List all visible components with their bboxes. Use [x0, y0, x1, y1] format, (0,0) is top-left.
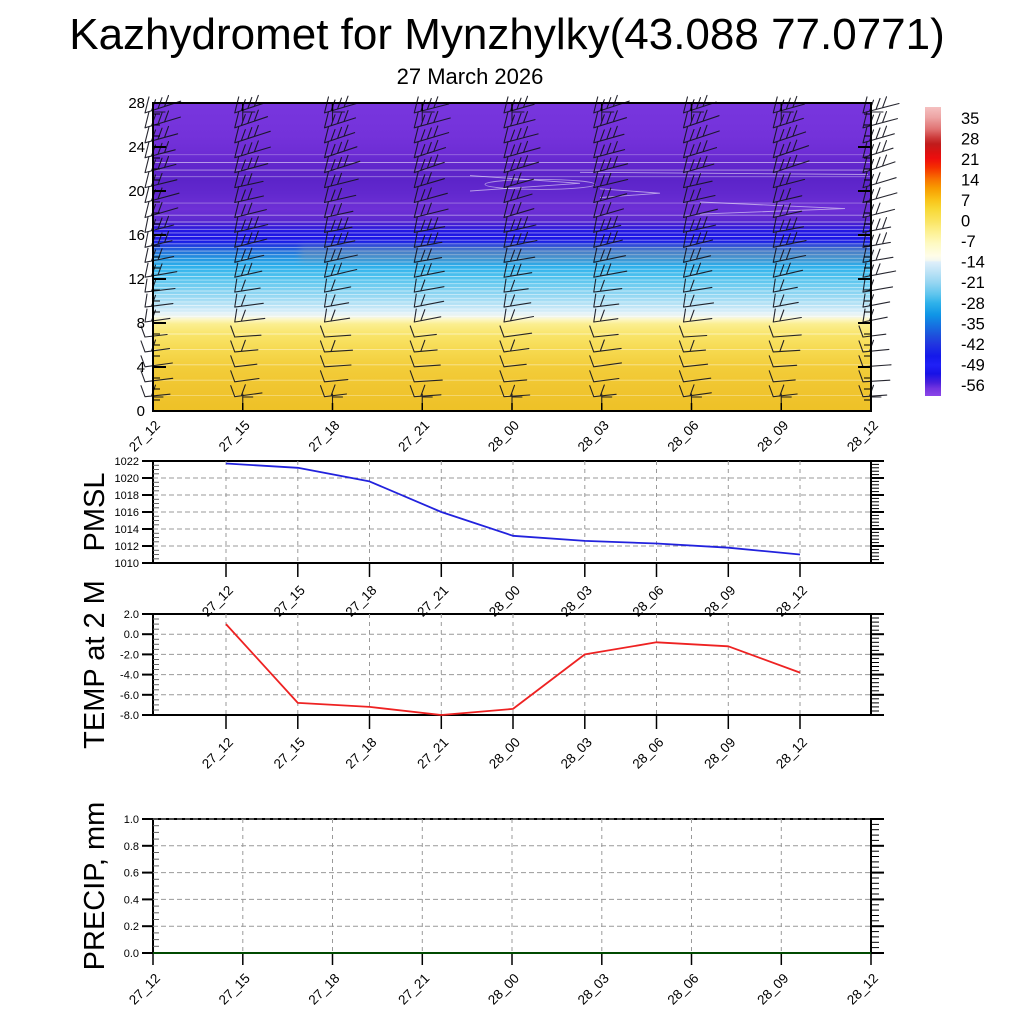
time-label: 27_15 — [270, 582, 308, 620]
time-label: 28_03 — [557, 734, 595, 772]
time-label: 28_06 — [664, 417, 702, 455]
colorbar-label: -14 — [961, 253, 985, 272]
pmsl-panel — [79, 456, 884, 620]
date-subtitle: 27 March 2026 — [396, 64, 544, 89]
time-label: 27_18 — [342, 582, 380, 620]
height-tick-label: 24 — [128, 139, 145, 156]
colorbar-label: -42 — [961, 335, 985, 354]
y-tick-label: -6.0 — [120, 689, 139, 702]
precip-panel — [79, 802, 884, 1008]
y-tick-label: 1014 — [114, 524, 139, 536]
time-label: 27_15 — [215, 417, 253, 455]
y-tick-label: -4.0 — [120, 669, 139, 682]
time-label: 28_09 — [701, 582, 739, 620]
time-label: 27_18 — [305, 970, 343, 1008]
y-tick-label: 0.0 — [123, 948, 139, 960]
time-label: 27_21 — [395, 970, 433, 1008]
time-label: 27_12 — [125, 970, 164, 1008]
height-tick-label: 20 — [128, 183, 145, 200]
time-label: 27_12 — [198, 734, 237, 772]
y-tick-label: -2.0 — [120, 649, 139, 662]
colorbar-label: -56 — [961, 377, 985, 395]
time-label: 28_12 — [843, 417, 882, 455]
time-label: 28_12 — [772, 734, 811, 772]
time-label: 27_21 — [395, 417, 433, 455]
colorbar-gradient — [925, 107, 941, 396]
y-tick-label: 1.0 — [123, 814, 139, 826]
time-label: 28_06 — [629, 734, 667, 772]
height-tick-label: 4 — [136, 359, 145, 376]
time-label: 28_03 — [574, 970, 612, 1008]
time-label: 27_21 — [414, 734, 452, 772]
y-tick-label: 1016 — [114, 507, 139, 519]
y-tick-label: 1020 — [114, 473, 139, 485]
time-label: 28_12 — [772, 582, 811, 620]
colorbar-label: -49 — [961, 356, 985, 375]
y-tick-label: 1018 — [114, 490, 139, 502]
panel-label: PRECIP, mm — [79, 801, 111, 971]
colorbar-label: -28 — [961, 294, 985, 313]
colorbar-label: 7 — [961, 192, 971, 210]
colorbar-label: 28 — [961, 130, 980, 149]
time-label: 27_12 — [198, 582, 237, 620]
y-tick-label: 0.8 — [123, 840, 139, 853]
y-tick-label: -8.0 — [120, 710, 139, 722]
time-label: 28_03 — [557, 582, 595, 620]
panel-label: PMSL — [79, 472, 111, 552]
height-tick-label: 28 — [128, 95, 145, 112]
colorbar-label: 21 — [961, 150, 980, 169]
height-tick-label: 12 — [128, 271, 145, 288]
cross-section-panel — [141, 95, 899, 411]
colorbar-label: 14 — [961, 171, 980, 190]
time-label: 27_15 — [270, 734, 308, 772]
time-label: 27_18 — [342, 734, 380, 772]
height-tick-label: 8 — [136, 315, 145, 332]
time-label: 28_06 — [629, 582, 667, 620]
time-label: 27_21 — [414, 582, 452, 620]
y-tick-label: 0.2 — [123, 921, 139, 934]
plot-border — [153, 614, 871, 715]
time-label: 27_12 — [125, 417, 164, 455]
y-tick-label: 0.6 — [123, 867, 139, 880]
panel-label: TEMP at 2 M — [79, 580, 111, 749]
colorbar-label: -7 — [961, 233, 976, 252]
y-tick-label: 1022 — [114, 456, 139, 468]
time-label: 27_18 — [305, 417, 343, 455]
y-tick-label: 1010 — [114, 558, 139, 570]
time-label: 28_00 — [485, 734, 524, 772]
height-tick-label: 16 — [128, 227, 145, 244]
time-label: 28_00 — [484, 970, 523, 1008]
time-label: 28_03 — [574, 417, 612, 455]
y-tick-label: 0.0 — [123, 629, 139, 642]
time-label: 27_15 — [215, 970, 253, 1008]
time-label: 28_00 — [485, 582, 524, 620]
time-label: 28_00 — [484, 417, 523, 455]
time-label: 28_09 — [754, 417, 792, 455]
time-label: 28_06 — [664, 970, 702, 1008]
page-title: Kazhydromet for Mynzhylky(43.088 77.0771) — [69, 10, 945, 59]
temp-2m-series-line — [226, 624, 800, 715]
colorbar-label: -21 — [961, 274, 985, 293]
colorbar — [925, 107, 985, 396]
time-label: 28_09 — [754, 970, 792, 1008]
time-label: 28_09 — [701, 734, 739, 772]
colorbar-label: 35 — [961, 109, 980, 128]
mid-level-gray-band — [300, 246, 871, 261]
height-tick-label: 0 — [136, 403, 145, 420]
colorbar-label: 0 — [961, 212, 971, 231]
y-tick-label: 0.4 — [123, 894, 139, 907]
y-tick-label: 2.0 — [123, 609, 139, 621]
time-label: 28_12 — [843, 970, 882, 1008]
y-tick-label: 1012 — [114, 541, 139, 553]
colorbar-label: -35 — [961, 315, 985, 334]
